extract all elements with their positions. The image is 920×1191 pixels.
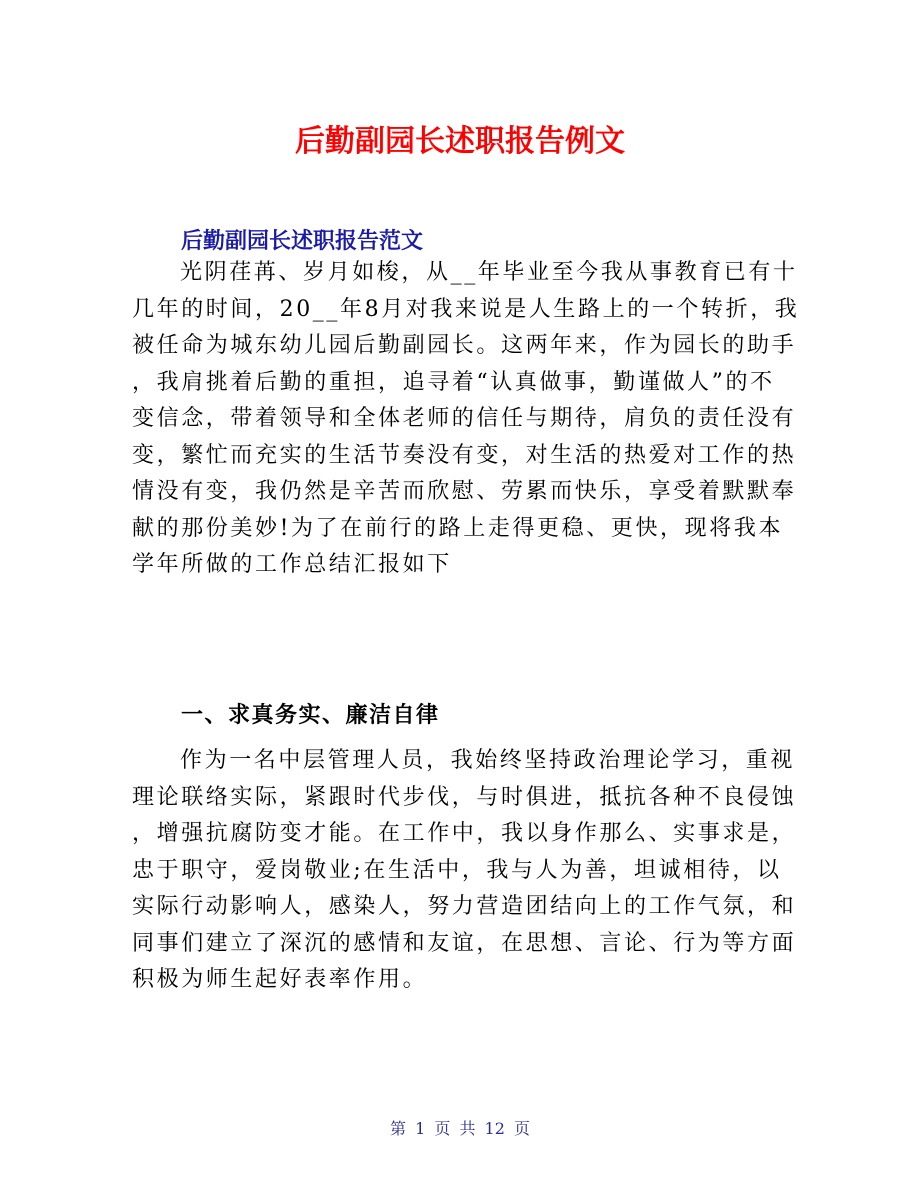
- paragraph-1-line: 变信念，带着领导和全体老师的信任与期待，肩负的责任没有: [132, 406, 797, 431]
- paragraph-1-line: 情没有变，我仍然是辛苦而欣慰、劳累而快乐，享受着默默奉: [132, 479, 797, 504]
- paragraph-1-line: 被任命为城东幼儿园后勤副园长。这两年来，作为园长的助手: [132, 333, 797, 358]
- paragraph-1-line: 光阴荏苒、岁月如梭，从__年毕业至今我从事教育已有十: [180, 260, 798, 285]
- paragraph-1-line: 几年的时间，20__年8月对我来说是人生路上的一个转折，我: [132, 296, 800, 322]
- paragraph-2-line: 理论联络实际，紧跟时代步伐，与时俱进，抵抗各种不良侵蚀: [132, 784, 797, 810]
- document-subtitle: 后勤副园长述职报告范文: [181, 229, 424, 254]
- section-heading: 一、求真务实、廉洁自律: [181, 703, 440, 728]
- paragraph-2-line: 实际行动影响人，感染人，努力营造团结向上的工作气氛，和: [132, 894, 797, 919]
- paragraph-1-line: 学年所做的工作总结汇报如下: [132, 552, 452, 577]
- paragraph-2-line: 积极为师生起好表率作用。: [132, 967, 428, 992]
- paragraph-2: [132, 743, 797, 999]
- paragraph-1-line: 献的那份美妙!为了在前行的路上走得更稳、更快，现将我本: [132, 515, 784, 541]
- paragraph-2-line: 同事们建立了深沉的感情和友谊，在思想、言论、行为等方面: [132, 930, 797, 956]
- paragraph-2-line: 作为一名中层管理人员，我始终坚持政治理论学习，重视: [180, 748, 796, 773]
- paragraph-1-line: 变，繁忙而充实的生活节奏没有变，对生活的热爱对工作的热: [132, 442, 797, 468]
- paragraph-2-line: 忠于职守，爱岗敬业;在生活中，我与人为善，坦诚相待，以: [132, 857, 782, 883]
- page-title: 后勤副园长述职报告例文: [295, 124, 625, 159]
- paragraph-2-line: ，增强抗腐防变才能。在工作中，我以身作那么、实事求是，: [132, 821, 797, 846]
- page-number-footer: 第 1 页 共 12 页: [390, 1119, 530, 1138]
- paragraph-1-line: ，我肩挑着后勤的重担，追寻着“认真做事，勤谨做人”的不: [132, 369, 775, 395]
- paragraph-1: [132, 255, 800, 584]
